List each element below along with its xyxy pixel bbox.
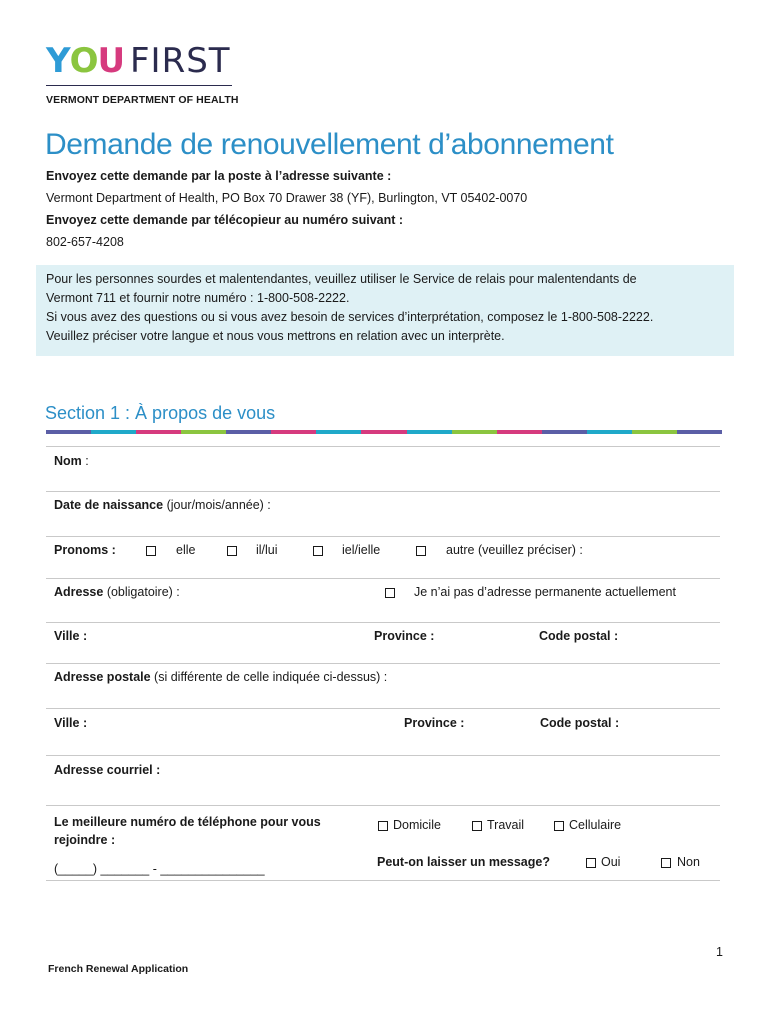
info-line-1: Pour les personnes sourdes et malentendantes, veuillez utiliser le Service de relais pour malentendants de <box>46 272 637 286</box>
checkbox-autre[interactable] <box>416 546 426 556</box>
page-number: 1 <box>716 945 723 959</box>
color-bar-segment <box>542 430 587 434</box>
color-bar-segment <box>361 430 406 434</box>
logo-divider <box>46 85 232 86</box>
checkbox-iel-ielle[interactable] <box>313 546 323 556</box>
pronoun-autre: autre (veuillez préciser) : <box>446 543 583 557</box>
pronoms-label: Pronoms : <box>54 543 116 557</box>
color-bar-segment <box>271 430 316 434</box>
divider <box>46 491 720 492</box>
checkbox-no-address[interactable] <box>385 588 395 598</box>
phone-type-domicile: Domicile <box>393 818 441 832</box>
section-1-title: Section 1 : À propos de vous <box>45 403 276 423</box>
message-question: Peut-on laisser un message? <box>377 855 550 869</box>
checkbox-cellulaire[interactable] <box>554 821 564 831</box>
logo-you-wordmark <box>46 42 124 80</box>
adresse-label-rest: (obligatoire) : <box>103 585 180 599</box>
divider <box>46 755 720 756</box>
pronoun-elle: elle <box>176 543 196 557</box>
province-postale-label: Province : <box>404 716 465 730</box>
checkbox-domicile[interactable] <box>378 821 388 831</box>
nom-label-text: Nom <box>54 454 82 468</box>
checkbox-non[interactable] <box>661 858 671 868</box>
department-name: VERMONT DEPARTMENT OF HEALTH <box>46 94 239 106</box>
pronoun-iel-ielle: iel/ielle <box>342 543 381 557</box>
divider <box>46 536 720 537</box>
color-bar-segment <box>91 430 136 434</box>
phone-label-line-2: rejoindre : <box>54 833 116 847</box>
nom-field[interactable] <box>120 448 720 490</box>
color-bar-segment <box>587 430 632 434</box>
mail-address: Vermont Department of Health, PO Box 70 Drawer 38 (YF), Burlington, VT 05402-0070 <box>46 191 528 205</box>
logo-letter-o: O <box>69 41 98 81</box>
ville-postale-label: Ville : <box>54 716 88 730</box>
info-line-4: Veuillez préciser votre langue et nous vous mettrons en relation avec un interprète. <box>46 329 505 343</box>
you-first-logo <box>46 42 246 82</box>
dob-field[interactable] <box>300 493 720 535</box>
color-bar-segment <box>632 430 677 434</box>
divider <box>46 622 720 623</box>
dob-label <box>54 498 271 512</box>
page-title: Demande de renouvellement d’abonnement <box>45 128 614 161</box>
checkbox-il-lui[interactable] <box>227 546 237 556</box>
fax-number: 802-657-4208 <box>46 235 124 249</box>
logo-letter-y: Y <box>46 41 70 81</box>
logo-first-wordmark: FIRST <box>130 41 231 81</box>
non-label: Non <box>677 855 700 869</box>
color-bar-segment <box>497 430 542 434</box>
checkbox-oui[interactable] <box>586 858 596 868</box>
color-bar-segment <box>181 430 226 434</box>
ville-label: Ville : <box>54 629 88 643</box>
footer-label: French Renewal Application <box>48 963 189 975</box>
dob-label-rest: (jour/mois/année) : <box>163 498 271 512</box>
divider <box>46 446 720 447</box>
pronoun-il-lui: il/lui <box>256 543 278 557</box>
phone-label-line-1: Le meilleure numéro de téléphone pour vous <box>54 815 321 829</box>
adresse-postale-bold: Adresse postale <box>54 670 151 684</box>
checkbox-travail[interactable] <box>472 821 482 831</box>
adresse-postale-label <box>54 670 387 684</box>
color-bar-segment <box>316 430 361 434</box>
no-address-label: Je n’ai pas d’adresse permanente actuellement <box>414 585 676 599</box>
divider <box>46 663 720 664</box>
fax-label: Envoyez cette demande par télécopieur au numéro suivant : <box>46 213 404 227</box>
color-bar-segment <box>46 430 91 434</box>
info-line-3: Si vous avez des questions ou si vous avez besoin de services d’interprétation, composez le 1-800-508-2222. <box>46 310 654 324</box>
divider <box>46 880 720 881</box>
info-line-2: Vermont 711 et fournir notre numéro : 1-800-508-2222. <box>46 291 350 305</box>
province-label: Province : <box>374 629 435 643</box>
logo-letter-u: U <box>97 41 125 81</box>
code-postal-label: Code postal : <box>539 629 619 643</box>
oui-label: Oui <box>601 855 621 869</box>
code-postal-postale-label: Code postal : <box>540 716 620 730</box>
color-bar-segment <box>226 430 271 434</box>
divider <box>46 708 720 709</box>
color-bar-segment <box>452 430 497 434</box>
phone-format[interactable]: (_____) _______ - _______________ <box>54 862 265 876</box>
nom-label: Nom : <box>54 454 89 468</box>
divider <box>46 578 720 579</box>
section-color-bar <box>46 430 722 434</box>
accessibility-info-box <box>36 265 734 356</box>
phone-type-travail: Travail <box>487 818 525 832</box>
dob-label-bold: Date de naissance <box>54 498 164 512</box>
adresse-postale-rest: (si différente de celle indiquée ci-dessus) : <box>150 670 388 684</box>
color-bar-segment <box>136 430 181 434</box>
color-bar-segment <box>677 430 722 434</box>
courriel-label: Adresse courriel : <box>54 763 161 777</box>
divider <box>46 805 720 806</box>
phone-type-cellulaire: Cellulaire <box>569 818 622 832</box>
adresse-label <box>54 585 180 599</box>
adresse-label-bold: Adresse <box>54 585 104 599</box>
color-bar-segment <box>407 430 452 434</box>
mail-label: Envoyez cette demande par la poste à l’adresse suivante : <box>46 169 392 183</box>
checkbox-elle[interactable] <box>146 546 156 556</box>
